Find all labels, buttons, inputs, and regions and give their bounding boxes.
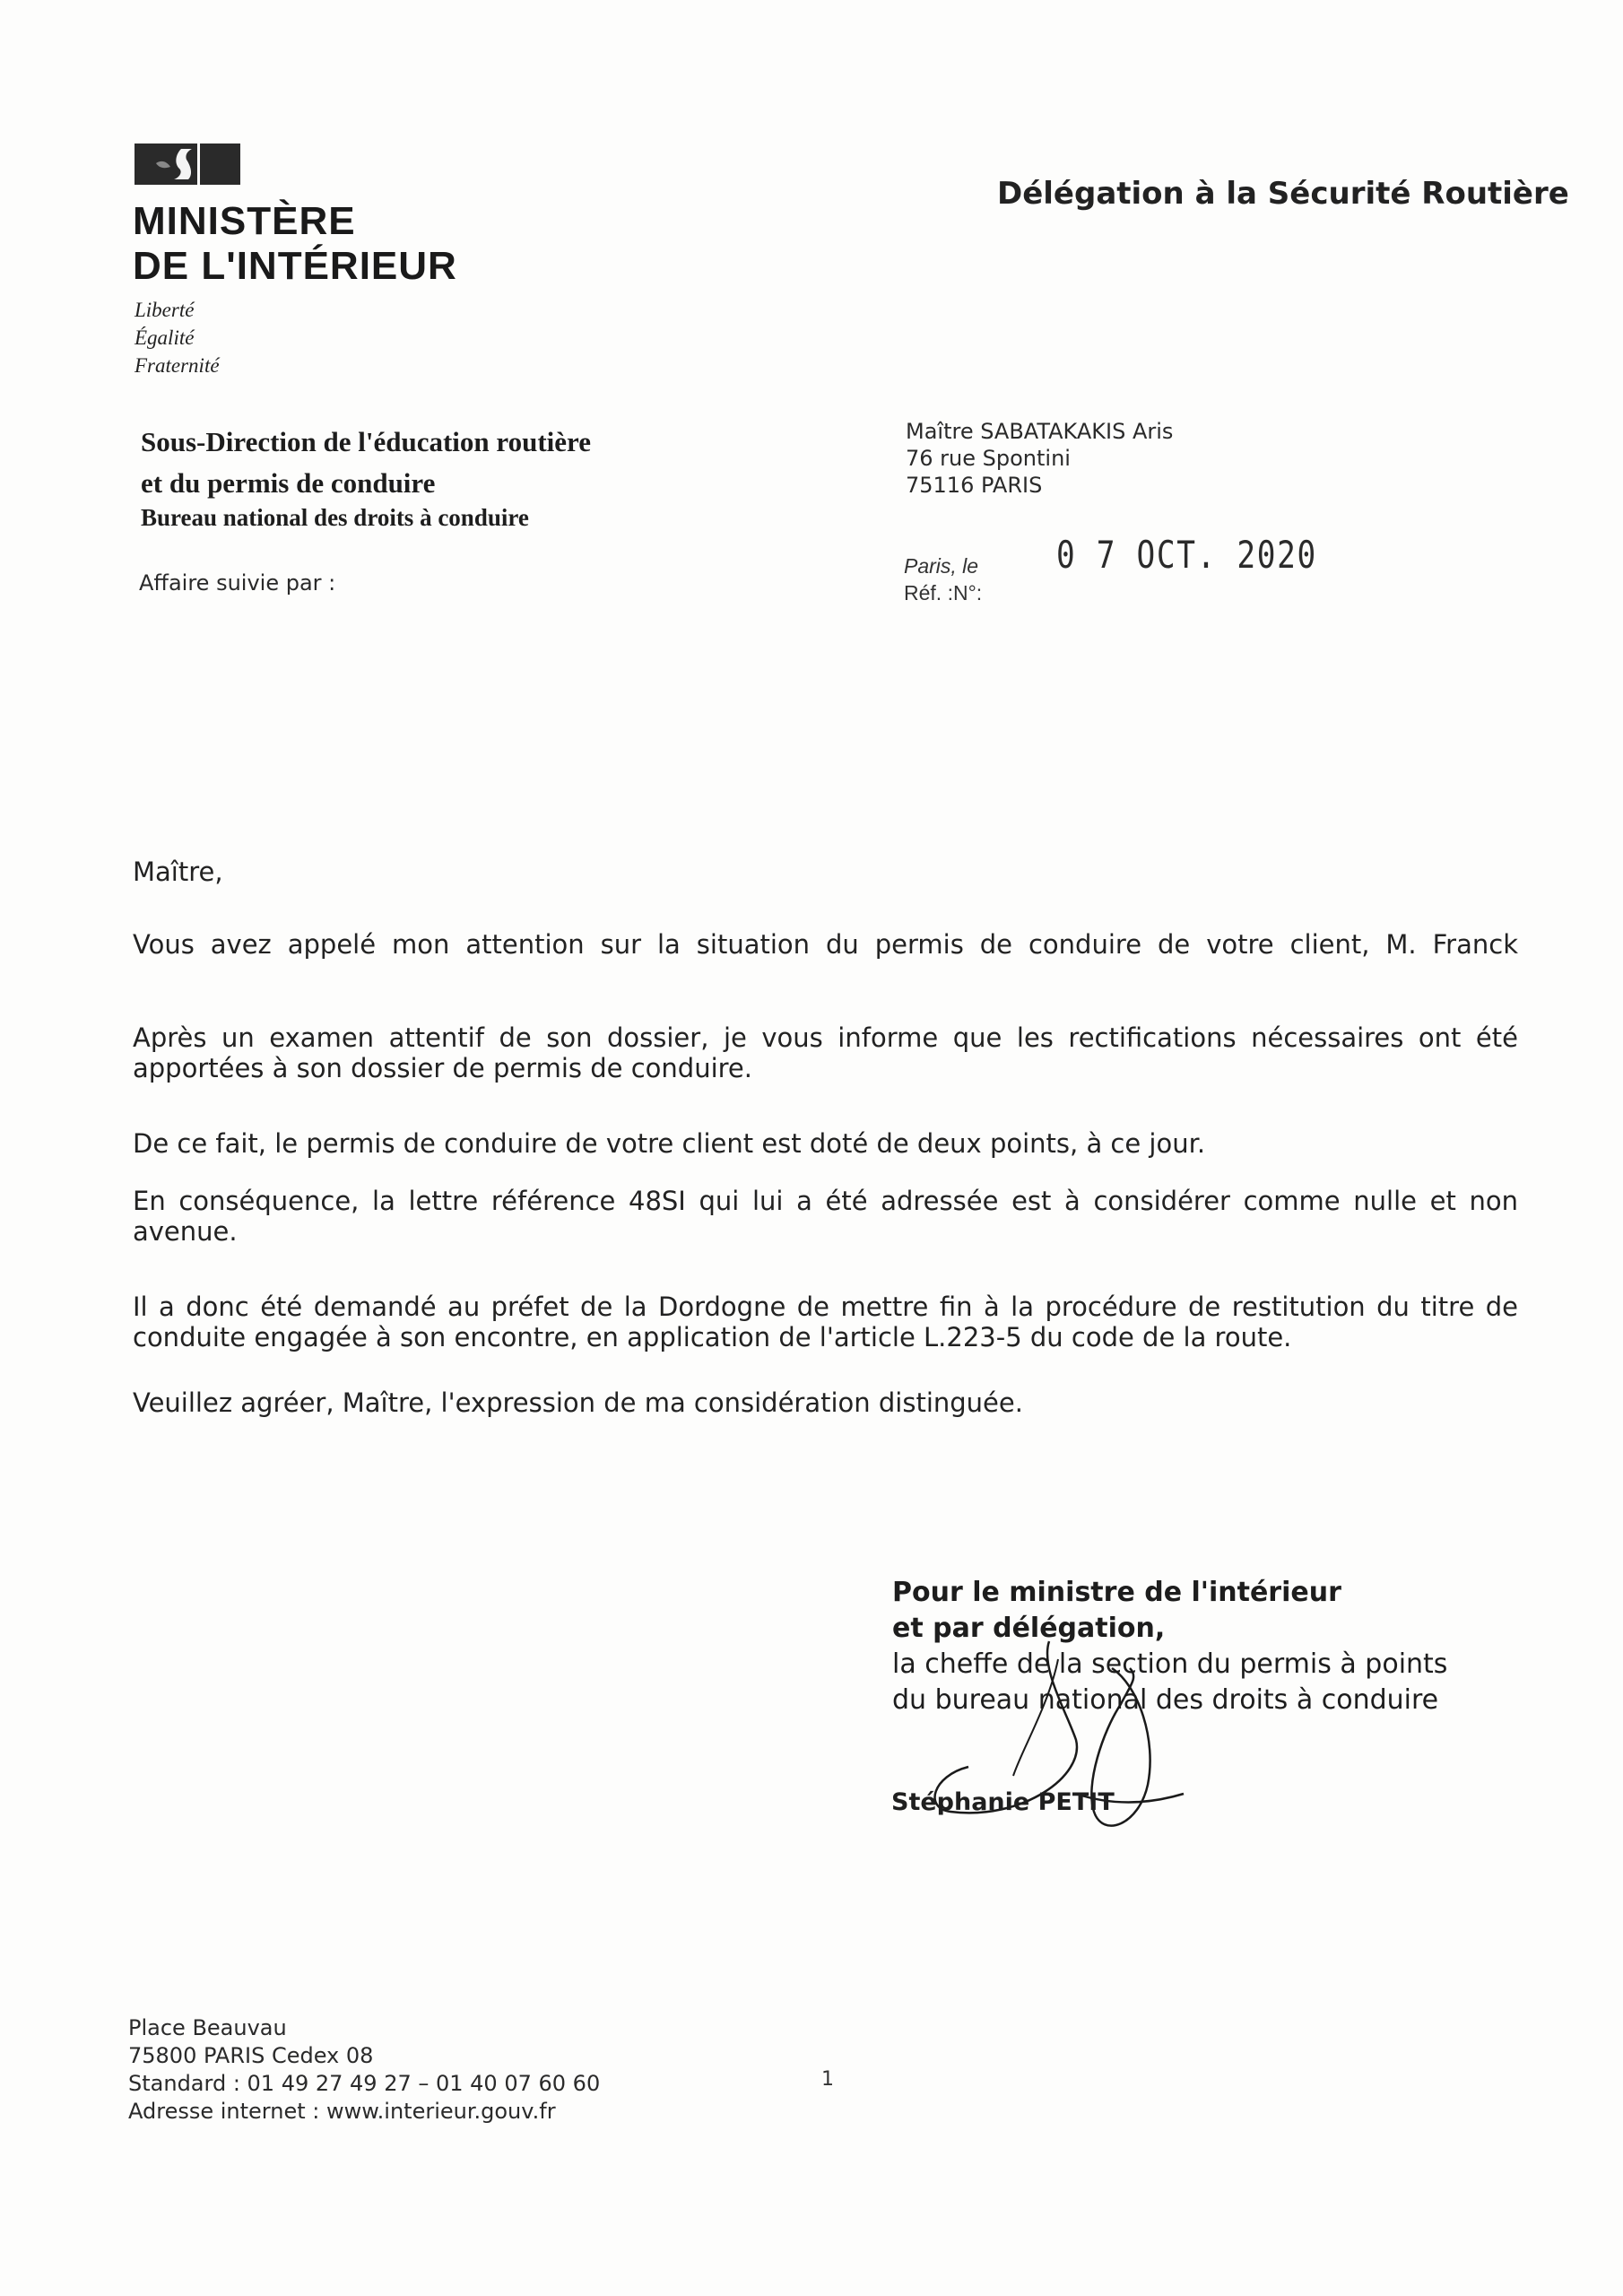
- addressee-name: Maître SABATAKAKIS Aris: [906, 419, 1174, 444]
- addressee-street: 76 rue Spontini: [906, 446, 1071, 471]
- letter-salutation: Maître,: [133, 857, 223, 887]
- sender-bureau: Bureau national des droits à conduire: [141, 504, 529, 531]
- signature-line4: du bureau national des droits à conduire: [892, 1684, 1439, 1716]
- motto-fraternite: Fraternité: [135, 354, 220, 377]
- letter-paragraph-3: [133, 1128, 1518, 1159]
- motto-liberte: Liberté: [135, 299, 195, 321]
- footer-website: Adresse internet : www.interieur.gouv.fr: [128, 2099, 556, 2124]
- marianne-logo-icon: [135, 144, 240, 185]
- ministry-name: [133, 199, 457, 289]
- subdirection-line1: Sous-Direction de l'éducation routière: [141, 426, 592, 457]
- paragraph-5-text: Il a donc été demandé au préfet de la Dordogne de mettre fin à la procédure de restitution du titre de conduite engagée à son encontre, en application de l'article L.223-5 du code de la route.: [133, 1292, 1518, 1352]
- date-stamp: 0 7 OCT. 2020: [1056, 533, 1317, 577]
- signer-name: Stéphanie PETIT: [891, 1788, 1115, 1816]
- marianne-logo: [135, 144, 240, 188]
- signature-line3: la cheffe de la section du permis à points: [892, 1648, 1448, 1680]
- addressee-block: [906, 418, 1173, 499]
- page-number: 1: [821, 2068, 834, 2091]
- footer-line2: 75800 PARIS Cedex 08: [128, 2043, 374, 2068]
- letter-paragraph-2: [133, 1022, 1518, 1083]
- footer-phone: Standard : 01 49 27 49 27 – 01 40 07 60 60: [128, 2071, 601, 2096]
- delegation-title: Délégation à la Sécurité Routière: [997, 176, 1569, 212]
- reference-number: Réf. :N°:: [904, 581, 983, 604]
- republic-motto: [135, 296, 220, 379]
- addressee-city: 75116 PARIS: [906, 473, 1043, 498]
- closing-text: Veuillez agréer, Maître, l'expression de ma considération distinguée.: [133, 1387, 1023, 1418]
- footer-line1: Place Beauvau: [128, 2015, 287, 2040]
- sender-subdirection: [141, 422, 591, 504]
- paragraph-2-text: Après un examen attentif de son dossier, je vous informe que les rectifications nécessaires ont été apportées à son dossier de permis de conduire.: [133, 1022, 1518, 1083]
- letter-paragraph-5: [133, 1292, 1518, 1352]
- letter-closing: [133, 1387, 1518, 1418]
- signature-line2: et par délégation,: [892, 1613, 1166, 1644]
- paragraph-1-text: Vous avez appelé mon attention sur la situation du permis de conduire de votre client, M. Franck: [133, 929, 1518, 960]
- letter-paragraph-4: [133, 1186, 1518, 1247]
- paragraph-4-text: En conséquence, la lettre référence 48SI qui lui a été adressée est à considérer comme nulle et non avenue.: [133, 1186, 1518, 1247]
- affaire-suivie-label: Affaire suivie par :: [139, 570, 336, 596]
- motto-egalite: Égalité: [135, 326, 195, 349]
- dateline-place: Paris, le: [904, 554, 979, 578]
- signature-line1: Pour le ministre de l'intérieur: [892, 1577, 1341, 1608]
- footer-address: [128, 2014, 600, 2126]
- ministry-name-line1: MINISTÈRE: [133, 199, 356, 243]
- letter-paragraph-1: [133, 929, 1518, 960]
- ministry-name-line2: DE L'INTÉRIEUR: [133, 244, 457, 288]
- paragraph-3-text: De ce fait, le permis de conduire de votre client est doté de deux points, à ce jour.: [133, 1128, 1206, 1159]
- subdirection-line2: et du permis de conduire: [141, 467, 436, 499]
